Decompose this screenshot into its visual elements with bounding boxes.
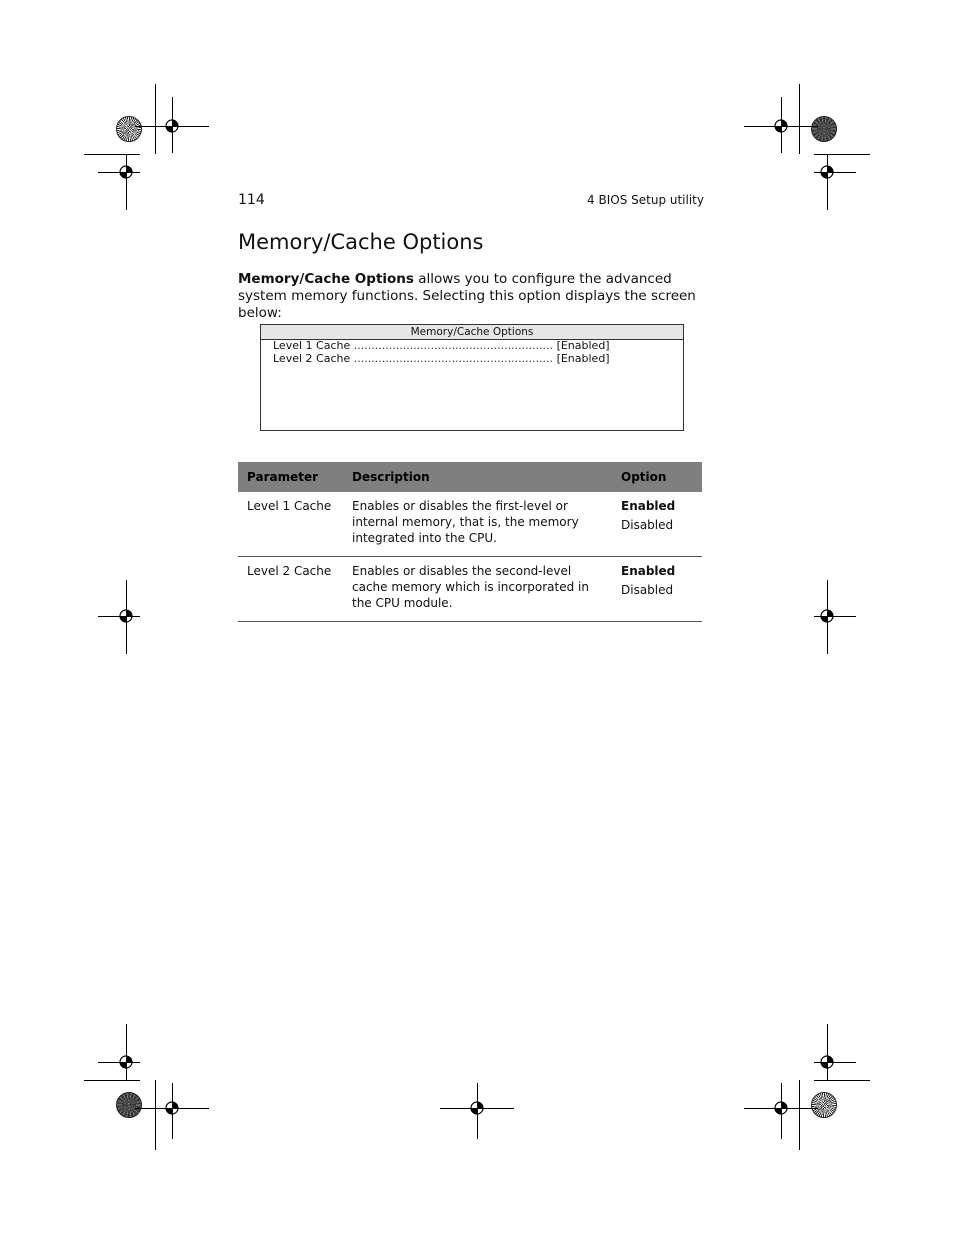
option-alternative: Disabled <box>621 583 674 597</box>
registration-star-icon <box>811 116 837 142</box>
intro-bold-term: Memory/Cache Options <box>238 271 414 287</box>
option-alternative: Disabled <box>621 518 674 532</box>
column-header-option: Option <box>612 462 702 492</box>
crop-line <box>126 1024 127 1080</box>
cell-description: Enables or disables the second-level cache memory which is incorporated in the CPU module. <box>343 557 612 622</box>
intro-text: allows you to configure the advanced system memory functions. Selecting this option displays the screen below: <box>238 271 696 321</box>
bios-row-value: [Enabled] <box>556 352 610 365</box>
crop-line <box>155 84 156 154</box>
running-header: 4 BIOS Setup utility <box>587 193 704 207</box>
column-header-parameter: Parameter <box>238 462 343 492</box>
option-default: Enabled <box>621 564 676 578</box>
crop-line <box>84 154 140 155</box>
bios-row-level-1-cache <box>273 339 673 352</box>
registration-crosshair-icon <box>772 1099 790 1117</box>
parameter-table <box>238 462 702 622</box>
bios-screen-figure <box>260 324 684 431</box>
registration-star-icon <box>811 1092 837 1118</box>
registration-crosshair-icon <box>772 117 790 135</box>
page-number: 114 <box>238 192 265 208</box>
registration-crosshair-icon <box>468 1099 486 1117</box>
section-title: Memory/Cache Options <box>238 230 484 254</box>
registration-crosshair-icon <box>818 163 836 181</box>
crop-line <box>814 154 870 155</box>
table-header-row <box>238 462 702 492</box>
crop-line <box>799 84 800 154</box>
table-row <box>238 557 702 622</box>
intro-paragraph <box>238 271 718 322</box>
crop-line <box>799 1080 800 1150</box>
registration-crosshair-icon <box>818 607 836 625</box>
registration-crosshair-icon <box>117 1053 135 1071</box>
crop-line <box>814 1080 870 1081</box>
crop-line <box>827 1024 828 1080</box>
cell-option <box>612 557 702 622</box>
registration-star-icon <box>116 1092 142 1118</box>
bios-row-dots: ......................................................... <box>350 339 557 352</box>
bios-row-label: Level 2 Cache <box>273 352 351 365</box>
bios-screen-title: Memory/Cache Options <box>261 325 683 340</box>
cell-parameter: Level 2 Cache <box>238 557 343 622</box>
cell-option <box>612 492 702 557</box>
crop-line <box>84 1080 140 1081</box>
registration-crosshair-icon <box>163 117 181 135</box>
bios-row-dots: ......................................................... <box>350 352 557 365</box>
cell-parameter: Level 1 Cache <box>238 492 343 557</box>
registration-crosshair-icon <box>818 1053 836 1071</box>
bios-row-label: Level 1 Cache <box>273 339 351 352</box>
registration-crosshair-icon <box>117 607 135 625</box>
table-row <box>238 492 702 557</box>
registration-crosshair-icon <box>117 163 135 181</box>
bios-row-level-2-cache <box>273 352 673 365</box>
bios-row-value: [Enabled] <box>556 339 610 352</box>
registration-star-icon <box>116 116 142 142</box>
option-default: Enabled <box>621 499 676 513</box>
column-header-description: Description <box>343 462 612 492</box>
registration-crosshair-icon <box>163 1099 181 1117</box>
crop-line <box>155 1080 156 1150</box>
cell-description: Enables or disables the first-level or internal memory, that is, the memory integrated into the CPU. <box>343 492 612 557</box>
